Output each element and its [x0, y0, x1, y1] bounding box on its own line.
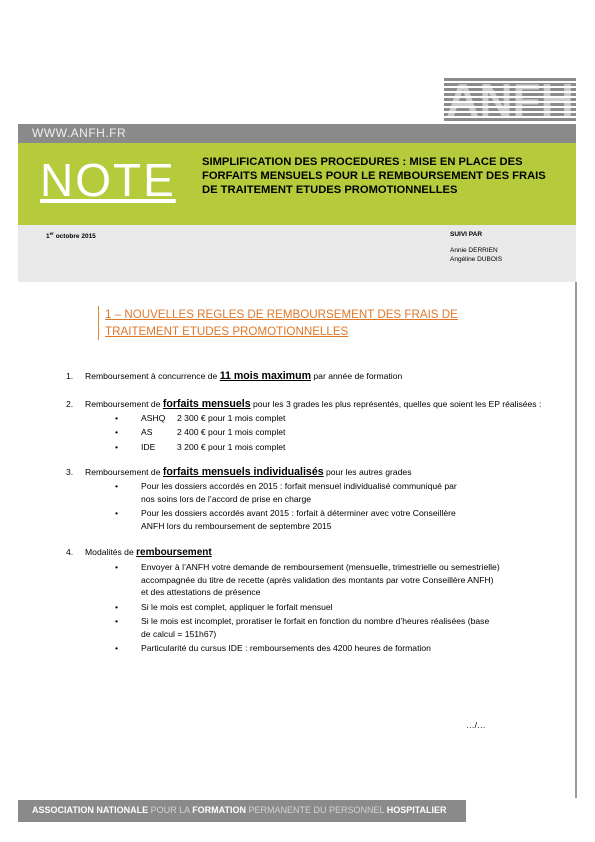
- contact-person-2: Angéline DUBOIS: [450, 256, 503, 263]
- continuation-mark: …/…: [466, 720, 486, 730]
- website-bar: [18, 124, 576, 143]
- meta-band: [18, 225, 576, 282]
- document-title: SIMPLIFICATION DES PROCEDURES : MISE EN PLACE DES FORFAITS MENSUELS POUR LE REMBOURSEMENT DES FRAIS DE TRAITEMENT ETUDES PROMOTIONNELLES: [202, 156, 546, 196]
- svg-text:ANFH: ANFH: [446, 78, 574, 122]
- bullet-item: • Si le mois est complet, appliquer le forfait mensuel: [115, 601, 333, 612]
- followed-by-label: SUIVI PAR: [450, 231, 483, 238]
- list-item: 1. Remboursement à concurrence de 11 mois maximum par année de formation: [66, 370, 403, 382]
- item-number: 1.: [66, 371, 74, 381]
- grade-row: • IDE 3 200 € pour 1 mois complet: [115, 441, 286, 452]
- item-emphasis: remboursement: [136, 547, 212, 559]
- item-emphasis: forfaits mensuels: [162, 398, 251, 411]
- right-divider: [575, 282, 577, 798]
- list-item: 3. Remboursement de forfaits mensuels individualisés pour les autres grades: [66, 466, 412, 479]
- bullet-item: • Si le mois est incomplet, proratiser le forfait en fonction du nombre d’heures réalisées (base de calcul = 151h67): [115, 616, 490, 639]
- note-banner: [18, 143, 576, 225]
- item-number: 3.: [66, 467, 74, 478]
- item-emphasis: 11 mois maximum: [219, 370, 311, 382]
- footer-bar: [18, 800, 466, 822]
- website-link[interactable]: WWW.ANFH.FR: [32, 126, 127, 140]
- section-heading: [98, 306, 505, 340]
- note-label: NOTE: [40, 154, 176, 206]
- grade-row: • AS 2 400 € pour 1 mois complet: [115, 427, 286, 438]
- document-date: 1er octobre 2015: [46, 231, 96, 241]
- bullet-item: • Pour les dossiers accordés en 2015 : forfait mensuel individualisé communiqué par nos soins lors de l’accord de prise en charge: [115, 481, 457, 504]
- item-emphasis: forfaits mensuels individualisés: [162, 466, 324, 479]
- footer-organisation: ASSOCIATION NATIONALE POUR LA FORMATION PERMANENTE DU PERSONNEL HOSPITALIER: [32, 805, 447, 815]
- rules-list: [66, 370, 546, 654]
- anfh-logo-graphic: [444, 78, 576, 122]
- grade-row: • ASHQ 2 300 € pour 1 mois complet: [115, 412, 286, 423]
- item-number: 4.: [66, 547, 74, 558]
- contact-person-1: Annie DERRIEN: [450, 247, 498, 254]
- list-item: 2. Remboursement de forfaits mensuels pour les 3 grades les plus représentés, quelles que soient les EP réalisées :: [66, 398, 542, 411]
- bullet-item: • Particularité du cursus IDE : remboursements des 4200 heures de formation: [115, 642, 431, 653]
- list-item: 4. Modalités de remboursement: [66, 547, 212, 559]
- bullet-item: • Envoyer à l’ANFH votre demande de remboursement (mensuelle, trimestrielle ou semestrielle) accompagnée du titre de recette (après validation des montants par votre Conseillère ANFH) et des attestations de présence: [115, 562, 500, 598]
- item-number: 2.: [66, 399, 74, 410]
- section-heading-text: 1 – NOUVELLES REGLES DE REMBOURSEMENT DES FRAIS DE TRAITEMENT ETUDES PROMOTIONNELLES: [105, 308, 458, 338]
- bullet-item: • Pour les dossiers accordés avant 2015 : forfait à déterminer avec votre Conseillère ANFH lors du remboursement de septembre 2015: [115, 508, 456, 531]
